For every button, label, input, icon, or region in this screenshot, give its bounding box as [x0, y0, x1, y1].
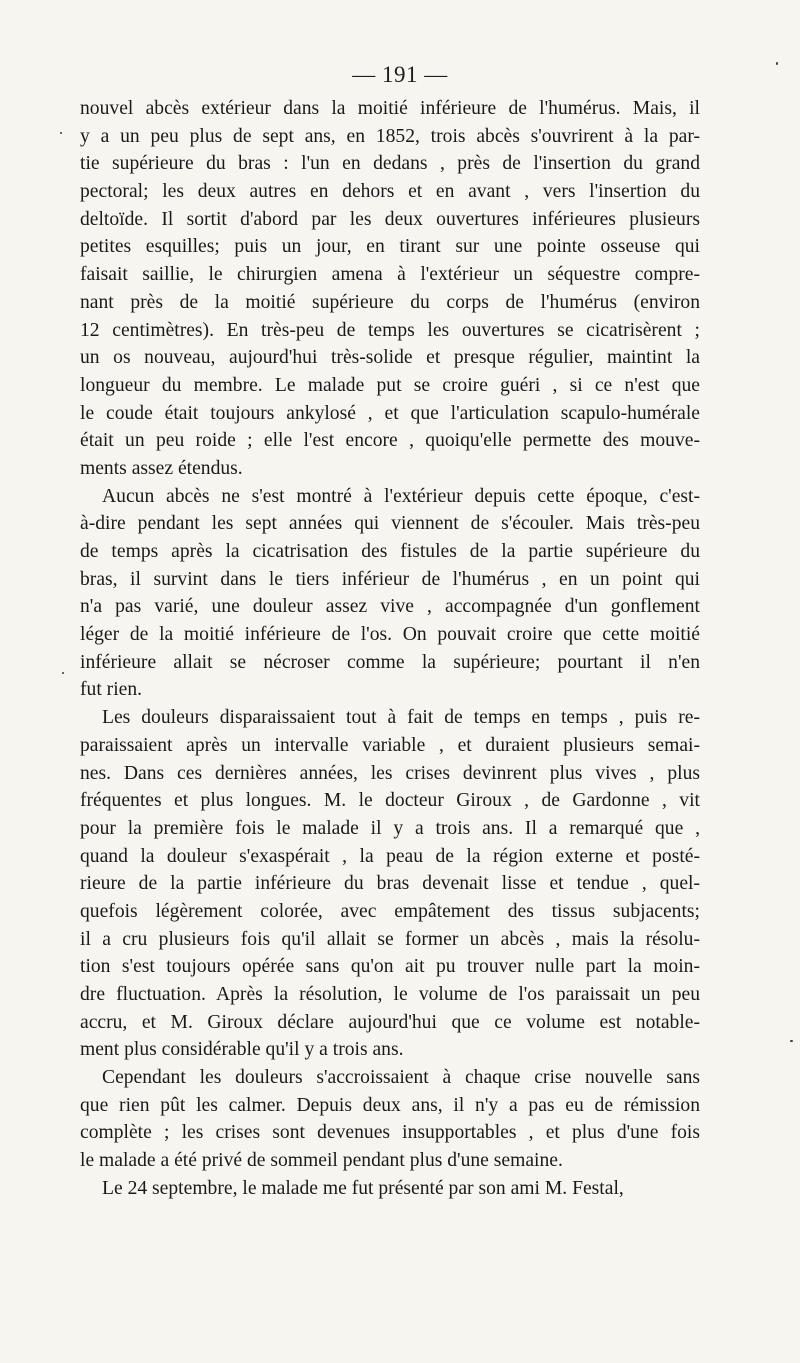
text-line: nouvel abcès extérieur dans la moitié inférieure de l'humérus. Mais, il	[80, 98, 700, 119]
text-line: complète ; les crises sont devenues insupportables , et plus d'une fois	[80, 1122, 700, 1144]
page-number: — 191 —	[352, 62, 448, 87]
text-line: Les douleurs disparaissaient tout à fait de temps en temps , puis re-	[102, 707, 700, 729]
text-line: deltoïde. Il sortit d'abord par les deux ouvertures inférieures plusieurs	[80, 208, 700, 230]
text-line: il a cru plusieurs fois qu'il allait se former un abcès , mais la résolu-	[80, 928, 700, 950]
text-line: longueur du membre. Le malade put se croire guéri , si ce n'est que	[80, 374, 700, 396]
paragraph	[80, 1175, 700, 1203]
text-line: fréquentes et plus longues. M. le docteur Giroux , de Gardonne , vit	[80, 790, 700, 812]
text-line: bras, il survint dans le tiers inférieur de l'humérus , en un point qui	[80, 568, 700, 590]
print-speck	[62, 672, 64, 674]
text-line: ments assez étendus.	[80, 457, 243, 479]
text-line: rieure de la partie inférieure du bras devenait lisse et tendue , quel-	[80, 873, 700, 895]
text-line: léger de la moitié inférieure de l'os. On pouvait croire que cette moitié	[80, 624, 700, 646]
text-line: tion s'est toujours opérée sans qu'on ait pu trouver nulle part la moin-	[80, 956, 700, 978]
text-line: de temps après la cicatrisation des fistules de la partie supérieure du	[80, 541, 700, 562]
text-line: 12 centimètres). En très-peu de temps les ouvertures se cicatrisèrent ;	[80, 319, 700, 341]
text-line: y a un peu plus de sept ans, en 1852, trois abcès s'ouvrirent à la par-	[80, 125, 700, 147]
text-line: était un peu roide ; elle l'est encore , quoiqu'elle permette des mouve-	[80, 430, 700, 452]
text-line: dre fluctuation. Après la résolution, le volume de l'os paraissait un peu	[80, 984, 700, 1005]
text-line: tie supérieure du bras : l'un en dedans , près de l'insertion du grand	[80, 153, 700, 175]
text-line: Cependant les douleurs s'accroissaient à chaque crise nouvelle sans	[102, 1067, 700, 1089]
text-line: petites esquilles; puis un jour, en tirant sur une pointe osseuse qui	[80, 236, 700, 258]
text-line: le malade a été privé de sommeil pendant plus d'une semaine.	[80, 1150, 563, 1172]
text-line: nant près de la moitié supérieure du corps de l'humérus (environ	[80, 291, 700, 313]
text-line: le coude était toujours ankylosé , et que l'articulation scapulo-humérale	[80, 402, 700, 424]
body-text	[80, 95, 700, 1203]
text-line: un os nouveau, aujourd'hui très-solide et presque régulier, maintint la	[80, 347, 700, 369]
text-line: à-dire pendant les sept années qui viennent de s'écouler. Mais très-peu	[80, 513, 700, 535]
text-line: Le 24 septembre, le malade me fut présenté par son ami M. Festal,	[102, 1177, 624, 1199]
text-line: ment plus considérable qu'il y a trois ans.	[80, 1039, 404, 1061]
print-speck	[776, 62, 778, 65]
text-line: inférieure allait se nécroser comme la supérieure; pourtant il n'en	[80, 651, 700, 673]
text-line: pectoral; les deux autres en dehors et en avant , vers l'insertion du	[80, 181, 700, 203]
text-line: quand la douleur s'exaspérait , la peau de la région externe et posté-	[80, 845, 700, 867]
paragraph	[80, 483, 700, 705]
text-line: accru, et M. Giroux déclare aujourd'hui que ce volume est notable-	[80, 1011, 700, 1033]
text-line: fut rien.	[80, 679, 143, 701]
print-speck	[790, 1040, 793, 1042]
text-line: paraissaient après un intervalle variable , et duraient plusieurs semai-	[80, 734, 700, 756]
print-speck	[60, 132, 62, 134]
text-line: n'a pas varié, une douleur assez vive , accompagnée d'un gonflement	[80, 596, 700, 618]
text-line: Aucun abcès ne s'est montré à l'extérieur depuis cette époque, c'est-	[102, 485, 700, 507]
paragraph	[80, 1064, 700, 1175]
text-line: que rien pût les calmer. Depuis deux ans, il n'y a pas eu de rémission	[80, 1094, 700, 1116]
text-line: nes. Dans ces dernières années, les crises devinrent plus vives , plus	[80, 762, 700, 784]
text-line: quefois légèrement colorée, avec empâtement des tissus subjacents;	[80, 900, 700, 922]
paragraph	[80, 95, 700, 483]
text-line: pour la première fois le malade il y a trois ans. Il a remarqué que ,	[80, 817, 700, 839]
paragraph	[80, 704, 700, 1064]
text-line: faisait saillie, le chirurgien amena à l'extérieur un séquestre compre-	[80, 264, 700, 286]
